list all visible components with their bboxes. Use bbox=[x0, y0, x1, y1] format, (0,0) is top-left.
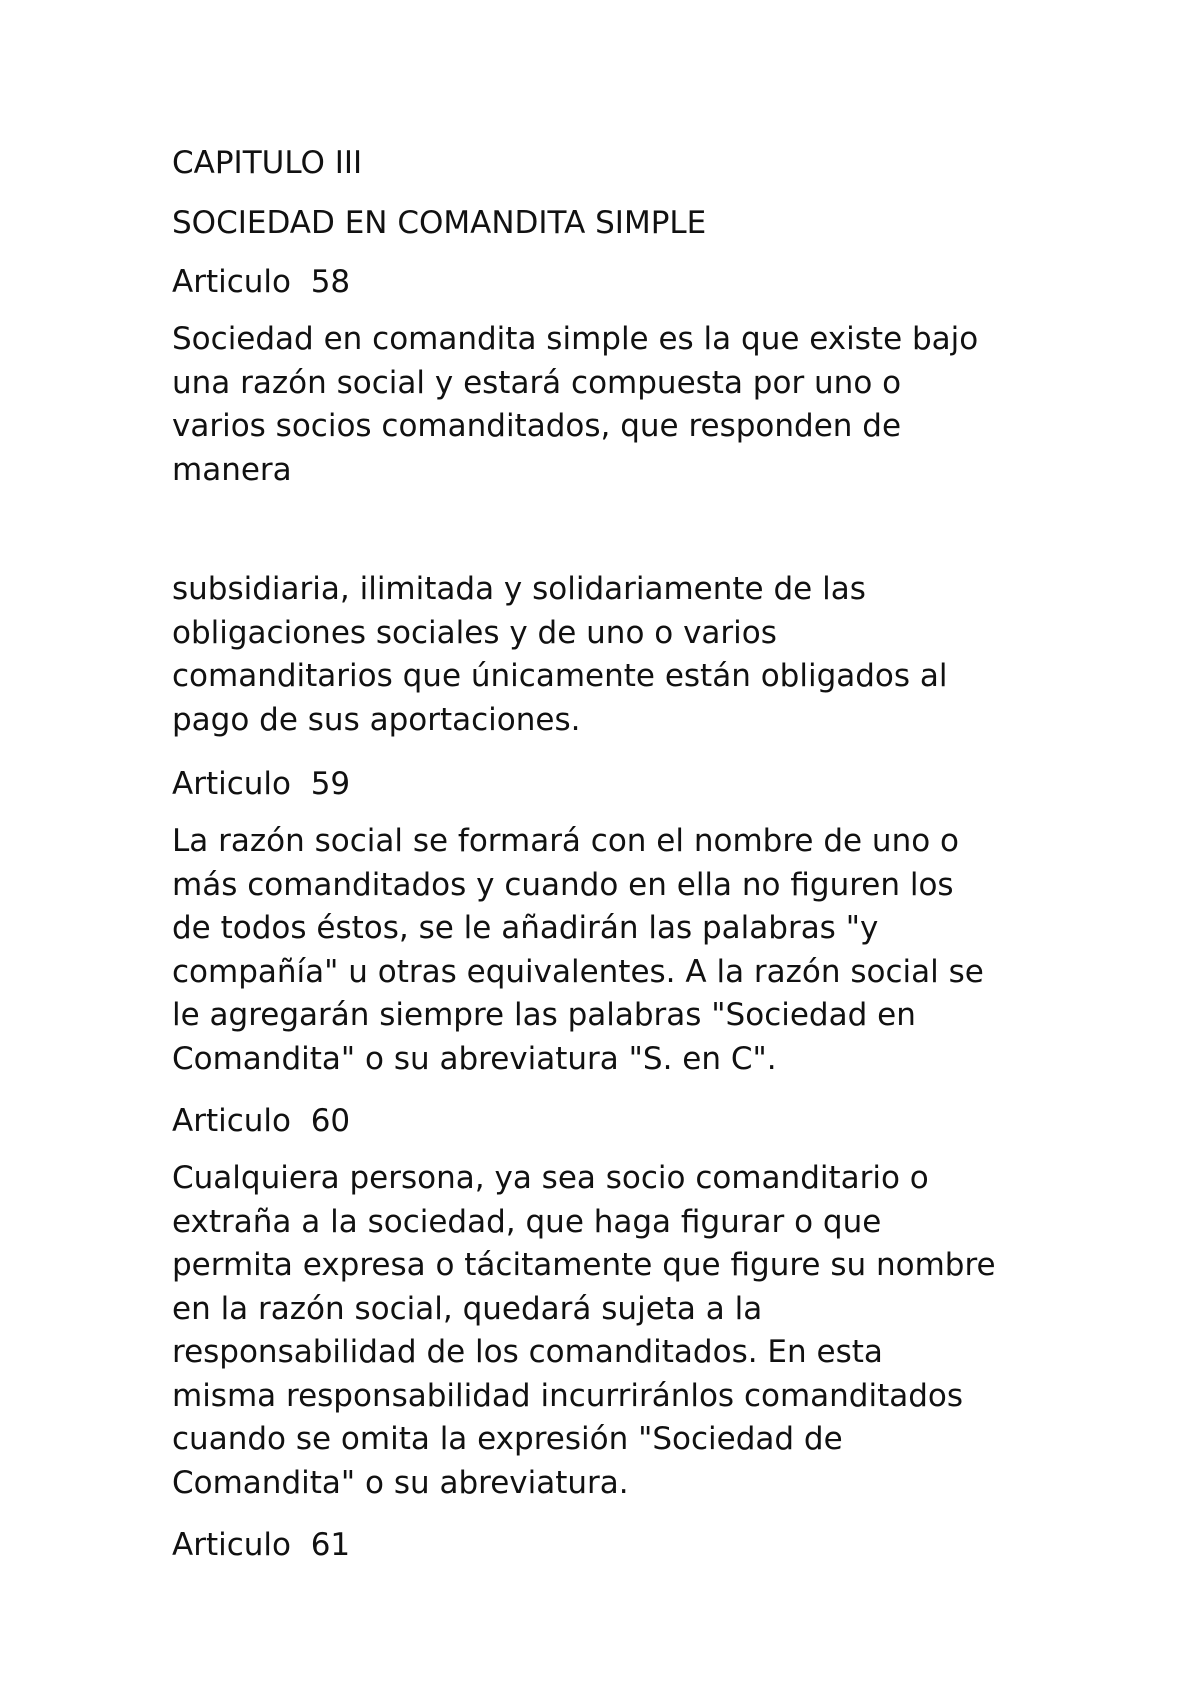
text-line: misma responsabilidad incurriránlos comanditados bbox=[172, 1377, 964, 1414]
text-line: compañía" u otras equivalentes. A la razón social se bbox=[172, 953, 984, 990]
section-title: SOCIEDAD EN COMANDITA SIMPLE bbox=[172, 205, 707, 241]
article-60-heading: Articulo 60 bbox=[172, 1103, 351, 1139]
text-line: le agregarán siempre las palabras "Sociedad en bbox=[172, 997, 916, 1033]
text-line: Comandita" o su abreviatura. bbox=[172, 1464, 629, 1501]
text-line: Cualquiera persona, ya sea socio comanditario o bbox=[172, 1160, 929, 1196]
article-61-heading: Articulo 61 bbox=[172, 1527, 351, 1563]
text-line: responsabilidad de los comanditados. En esta bbox=[172, 1334, 883, 1370]
text-line: comanditarios que únicamente están obligados al bbox=[172, 658, 948, 694]
text-line: La razón social se formará con el nombre de uno o bbox=[172, 823, 960, 859]
text-line: una razón social y estará compuesta por uno o bbox=[172, 364, 902, 401]
text-line: en la razón social, quedará sujeta a la bbox=[172, 1290, 763, 1327]
text-line: subsidiaria, ilimitada y solidariamente de las bbox=[172, 571, 866, 607]
text-line: cuando se omita la expresión "Sociedad de bbox=[172, 1421, 843, 1457]
text-line: Sociedad en comandita simple es la que existe bajo bbox=[172, 321, 979, 357]
text-line: más comanditados y cuando en ella no figuren los bbox=[172, 866, 954, 903]
text-line: manera bbox=[172, 451, 292, 488]
text-line: varios socios comanditados, que responden de bbox=[172, 408, 902, 444]
article-60-paragraph bbox=[172, 1157, 996, 1505]
text-line: pago de sus aportaciones. bbox=[172, 701, 581, 738]
article-58-paragraph-part-1 bbox=[172, 318, 978, 492]
article-58-heading: Articulo 58 bbox=[172, 264, 351, 300]
article-58-paragraph-part-2 bbox=[172, 568, 948, 742]
chapter-title: CAPITULO III bbox=[172, 145, 363, 181]
text-line: obligaciones sociales y de uno o varios bbox=[172, 614, 777, 651]
article-59-paragraph bbox=[172, 820, 984, 1081]
text-line: de todos éstos, se le añadirán las palabras "y bbox=[172, 910, 879, 946]
text-line: extraña a la sociedad, que haga figurar o que bbox=[172, 1203, 882, 1240]
text-line: permita expresa o tácitamente que figure su nombre bbox=[172, 1247, 996, 1283]
text-line: Comandita" o su abreviatura "S. en C". bbox=[172, 1040, 777, 1077]
article-59-heading: Articulo 59 bbox=[172, 766, 351, 802]
